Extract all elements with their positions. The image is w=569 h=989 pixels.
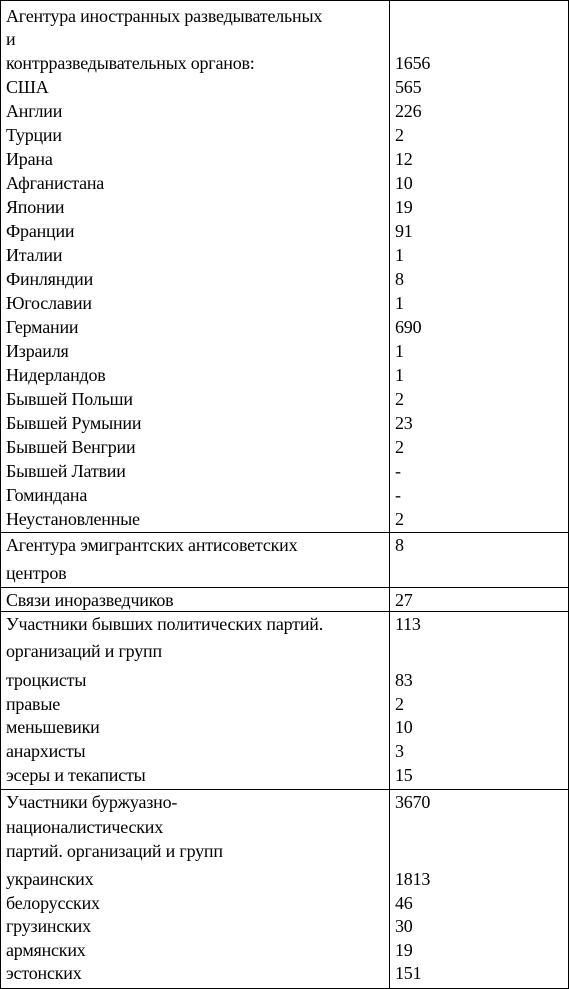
table-row-value: 1656	[395, 53, 431, 73]
table-row-label: Израиля	[6, 341, 69, 361]
table-row-label: центров	[6, 563, 67, 583]
table-row-value: 690	[395, 317, 422, 337]
table-row-value: 2	[395, 437, 404, 457]
column-divider	[389, 1, 390, 988]
table-row-label: правые	[6, 694, 61, 714]
table-row-value: 1	[395, 341, 404, 361]
table-row-label: Японии	[6, 197, 65, 217]
table-row-label: Участники бывших политических партий.	[6, 614, 324, 634]
section-divider	[1, 587, 568, 588]
table-row-label: троцкисты	[6, 670, 87, 690]
table-row-label: армянских	[6, 940, 86, 960]
table-row-value: 1	[395, 245, 404, 265]
table-row-value: 12	[395, 149, 413, 169]
table-row-value: 23	[395, 413, 413, 433]
table-row-value: 10	[395, 173, 413, 193]
table-row-label: Италии	[6, 245, 63, 265]
table-row-value: 19	[395, 940, 413, 960]
table-row-label: анархисты	[6, 741, 86, 761]
table-row-value: 1813	[395, 869, 431, 889]
table-row-value: 83	[395, 670, 413, 690]
table-row-value: 15	[395, 765, 413, 785]
table-row-label: украинских	[6, 869, 94, 889]
table-row-value: 19	[395, 197, 413, 217]
table-row-label: Бывшей Польши	[6, 389, 133, 409]
table-row-label: Нидерландов	[6, 365, 106, 385]
table-row-label: организаций и групп	[6, 641, 162, 661]
table-row-label: эсеры и текаписты	[6, 765, 146, 785]
table-row-label: Югославии	[6, 293, 92, 313]
table-row-label: националистических	[6, 817, 164, 837]
table-row-label: контрразведывательных органов:	[6, 53, 255, 73]
table-row-label: США	[6, 77, 49, 97]
table-row-value: 1	[395, 293, 404, 313]
table-row-value: 10	[395, 717, 413, 737]
table-row-value: -	[395, 461, 401, 481]
table-row-label: Турции	[6, 125, 62, 145]
table-row-label: Финляндии	[6, 269, 94, 289]
table-row-value: 91	[395, 221, 413, 241]
section-divider	[1, 611, 568, 612]
table-row-label: Агентура эмигрантских антисоветских	[6, 535, 298, 555]
table-row-label: и	[6, 29, 16, 49]
table-row-label: Бывшей Латвии	[6, 461, 126, 481]
table-row-label: Гоминдана	[6, 485, 88, 505]
table-row-value: 8	[395, 535, 404, 555]
table-row-label: Афганистана	[6, 173, 105, 193]
table-row-label: Ирана	[6, 149, 53, 169]
table-row-value: 3	[395, 741, 404, 761]
table-row-value: 30	[395, 916, 413, 936]
table-row-label: партий. организаций и групп	[6, 841, 223, 861]
table-row-value: 1	[395, 365, 404, 385]
table-row-label: меньшевики	[6, 717, 100, 737]
table-row-label: белорусских	[6, 893, 100, 913]
section-divider	[1, 789, 568, 790]
table-row-value: 3670	[395, 792, 431, 812]
table-row-value: 27	[395, 590, 413, 610]
table-row-label: Агентура иностранных разведывательных	[6, 6, 323, 26]
section-divider	[1, 532, 568, 533]
table-row-label: Бывшей Румынии	[6, 413, 142, 433]
table-row-label: Англии	[6, 101, 63, 121]
table-row-label: Бывшей Венгрии	[6, 437, 136, 457]
table-row-value: 8	[395, 269, 404, 289]
table-row-value: 226	[395, 101, 422, 121]
table-row-value: 151	[395, 963, 422, 983]
table-row-label: Неустановленные	[6, 509, 140, 529]
table-row-label: Связи иноразведчиков	[6, 590, 174, 610]
table-row-value: 2	[395, 694, 404, 714]
table-row-value: 2	[395, 125, 404, 145]
table-row-value: 46	[395, 893, 413, 913]
table-row-label: Германии	[6, 317, 79, 337]
table-row-value: 113	[395, 614, 421, 634]
table-row-label: грузинских	[6, 916, 91, 936]
table-row-label: Участники буржуазно-	[6, 792, 178, 812]
table-row-value: 2	[395, 509, 404, 529]
table-row-value: -	[395, 485, 401, 505]
table-row-label: эстонских	[6, 963, 82, 983]
table-row-label: Франции	[6, 221, 75, 241]
table-row-value: 2	[395, 389, 404, 409]
table-row-value: 565	[395, 77, 422, 97]
